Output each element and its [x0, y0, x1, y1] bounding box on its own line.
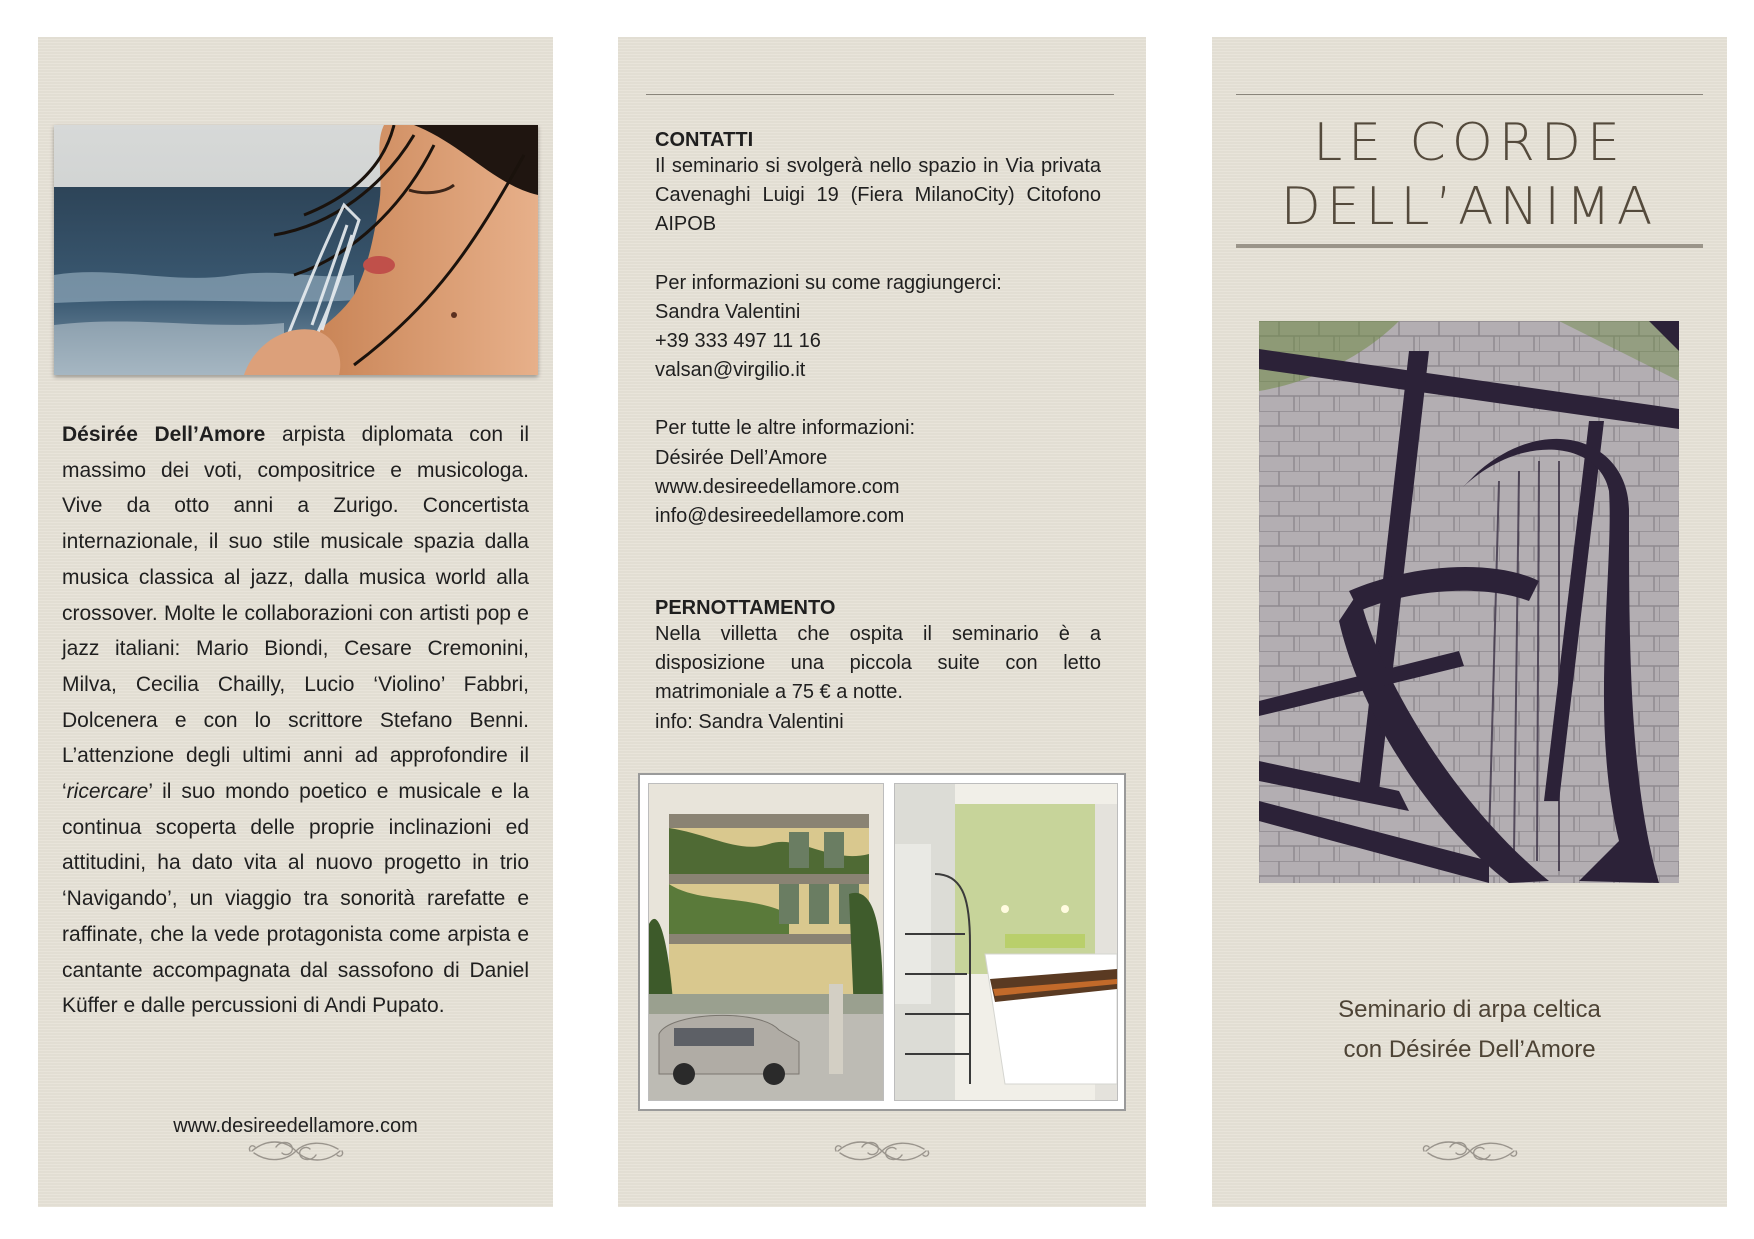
title-underline	[1236, 244, 1703, 248]
other-info-email[interactable]: info@desireedellamore.com	[655, 505, 905, 528]
bio-text-part2: ’ il suo mondo poetico e musicale e la continua scoperta delle proprie inclinazioni ed attitudini, ha dato vita al nuovo progetto in trio ‘Navigando’, un viaggio tra sonorità rarefatte e raffinate, che la vede protagonista come arpista e cantante accompagnata dal sassofono di Daniel Küffer e dalle percussioni di Andi Pupato.	[62, 780, 529, 1018]
directions-heading: Per informazioni su come raggiungerci:	[655, 271, 1002, 294]
venue-text: Il seminario si svolgerà nello spazio in Via privata Cavenaghi Luigi 19 (Fiera MilanoCity) Citofono AIPOB	[655, 155, 1101, 236]
decorative-flourish-icon	[246, 1133, 346, 1169]
title-line-2: DELL’ANIMA	[1280, 177, 1659, 237]
contacts-heading: CONTATTI	[655, 129, 754, 151]
directions-phone[interactable]: +39 333 497 11 16	[655, 330, 821, 353]
cover-panel	[1212, 37, 1727, 1207]
directions-email[interactable]: valsan@virgilio.it	[655, 359, 806, 382]
subtitle-line-1: Seminario di arpa celtica	[1338, 996, 1601, 1023]
title-line-1: LE CORDE	[1313, 113, 1626, 173]
top-divider	[646, 94, 1114, 95]
accommodation-text: Nella villetta che ospita il seminario è a disposizione una piccola suite con letto matrimoniale a 75 € a notte.	[655, 623, 1101, 704]
brochure-title	[1212, 111, 1727, 239]
contacts-section	[655, 129, 1101, 531]
cover-subtitle	[1212, 990, 1727, 1070]
bio-name: Désirée Dell’Amore	[62, 423, 266, 446]
decorative-flourish-icon	[832, 1133, 932, 1169]
accommodation-section	[655, 597, 1101, 737]
decorative-flourish-icon	[1420, 1133, 1520, 1169]
biography-text	[62, 417, 529, 1024]
bio-panel	[38, 37, 553, 1207]
subtitle-line-2: con Désirée Dell’Amore	[1343, 1036, 1596, 1063]
other-info-heading: Per tutte le altre informazioni:	[655, 417, 916, 440]
accommodation-photos	[638, 773, 1126, 1111]
bio-italic-word: ricercare	[66, 780, 149, 804]
website-link[interactable]: www.desireedellamore.com	[173, 1115, 418, 1137]
harp-shadow-on-pavement-photo	[1259, 321, 1679, 883]
directions-contact-name: Sandra Valentini	[655, 300, 801, 323]
villa-building-photo	[648, 783, 884, 1101]
other-info-website[interactable]: www.desireedellamore.com	[655, 475, 900, 498]
accommodation-info: info: Sandra Valentini	[655, 710, 844, 733]
suite-bedroom-photo	[894, 783, 1118, 1101]
bio-text-part1: arpista diplomata con il massimo dei voti, compositrice e musicologa. Vive da otto anni a Zurigo. Concertista internazionale, il suo stile musicale spazia dalla musica classica al jazz, dalla musica world alla crossover. Molte le collaborazioni con artisti pop e jazz italiani: Mario Biondi, Cesare Cremonini, Milva, Cecilia Chailly, Lucio ‘Violino’ Fabbri, Dolcenera e con lo scrittore Stefano Benni. L’attenzione degli ultimi anni ad approfondire il ‘	[62, 423, 529, 804]
woman-kissing-glass-harp-photo	[54, 125, 538, 375]
accommodation-heading: PERNOTTAMENTO	[655, 597, 836, 619]
contacts-panel	[618, 37, 1146, 1207]
top-divider	[1236, 94, 1703, 95]
other-info-name: Désirée Dell’Amore	[655, 446, 828, 469]
